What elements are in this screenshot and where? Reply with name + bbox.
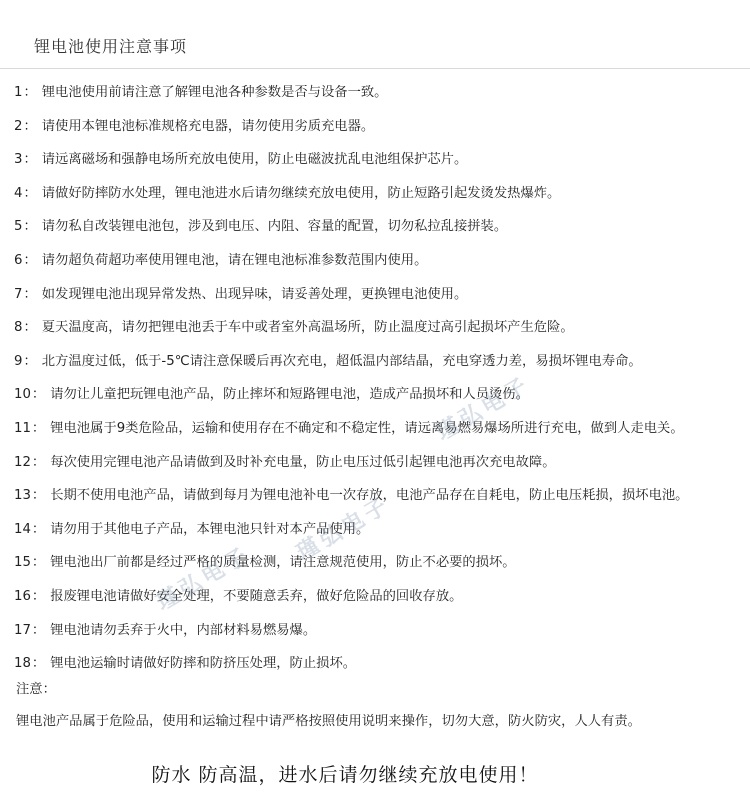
item-number: 8 [14, 320, 23, 336]
note-label: 注意： [16, 682, 56, 697]
item-number: 15 [14, 555, 31, 571]
item-number: 9 [14, 353, 23, 369]
watermark-logo: 瑾弘电子 [432, 372, 536, 446]
item-text: 请勿超负荷超功率使用锂电池，请在锂电池标准参数范围内使用。 [41, 252, 428, 268]
list-item [14, 210, 744, 244]
list-item [14, 378, 744, 412]
list-item [14, 177, 744, 211]
item-number: 14 [14, 521, 31, 537]
item-number: 13 [14, 488, 31, 504]
title-divider [0, 68, 750, 69]
item-number: 10 [14, 387, 31, 403]
item-number: 11 [14, 420, 31, 436]
item-separator: ： [23, 219, 37, 235]
item-text: 锂电池属于9类危险品，运输和使用存在不确定和不稳定性，请远离易燃易爆场所进行充电，做到人走电关。 [50, 420, 684, 436]
item-separator: ： [23, 252, 37, 268]
list-item [14, 479, 744, 513]
item-number: 4 [14, 185, 23, 201]
item-number: 17 [14, 622, 31, 638]
list-item [14, 614, 744, 648]
list-item [14, 513, 744, 547]
list-item [14, 110, 744, 144]
item-number: 7 [14, 286, 23, 302]
item-text: 锂电池请勿丢弃于火中，内部材料易燃易爆。 [50, 622, 317, 638]
item-number: 12 [14, 454, 31, 470]
item-separator: ： [23, 320, 37, 336]
watermark-logo: 瑾弘电子 [292, 492, 396, 566]
item-number: 18 [14, 656, 31, 672]
watermark-logo: 瑾弘电子 [152, 542, 256, 616]
item-number: 3 [14, 152, 23, 168]
list-item [14, 647, 744, 681]
item-separator: ： [31, 488, 46, 504]
item-separator: ： [31, 588, 46, 604]
item-separator: ： [23, 85, 37, 100]
item-text: 请做好防摔防水处理，锂电池进水后请勿继续充放电使用，防止短路引起发烫发热爆炸。 [41, 185, 561, 201]
list-item [14, 345, 744, 379]
item-number: 1 [14, 85, 23, 100]
warning-banner: 防水 防高温，进水后请勿继续充放电使用！ [151, 764, 539, 786]
item-number: 16 [14, 588, 31, 604]
item-text: 锂电池运输时请做好防摔和防挤压处理，防止损坏。 [50, 656, 357, 672]
item-text: 请勿让儿童把玩锂电池产品，防止摔坏和短路锂电池，造成产品损坏和人员烫伤。 [50, 387, 529, 403]
item-text: 请使用本锂电池标准规格充电器，请勿使用劣质充电器。 [41, 118, 375, 134]
list-item [14, 412, 744, 446]
list-item [14, 546, 744, 580]
list-item [14, 143, 744, 177]
list-item [14, 244, 744, 278]
item-number: 6 [14, 252, 23, 268]
item-separator: ： [31, 622, 46, 638]
list-item [14, 580, 744, 614]
item-separator: ： [31, 420, 46, 436]
item-text: 请勿用于其他电子产品，本锂电池只针对本产品使用。 [50, 521, 370, 537]
list-item [14, 76, 744, 110]
page-title: 锂电池使用注意事项 [34, 37, 188, 56]
note-text: 锂电池产品属于危险品，使用和运输过程中请严格按照使用说明来操作，切勿大意，防火防灾，人人有责。 [16, 714, 641, 729]
item-separator: ： [31, 656, 46, 672]
item-separator: ： [31, 454, 46, 470]
item-text: 锂电池出厂前都是经过严格的质量检测，请注意规范使用，防止不必要的损坏。 [50, 555, 516, 571]
item-number: 5 [14, 219, 23, 235]
item-text: 锂电池使用前请注意了解锂电池各种参数是否与设备一致。 [41, 85, 388, 100]
item-text: 北方温度过低，低于-5℃请注意保暖后再次充电，超低温内部结晶，充电穿透力差，易损坏锂电寿命。 [41, 353, 642, 369]
list-item [14, 446, 744, 480]
precautions-list [14, 76, 744, 681]
item-text: 每次使用完锂电池产品请做到及时补充电量，防止电压过低引起锂电池再次充电故障。 [50, 454, 556, 470]
item-separator: ： [23, 286, 37, 302]
list-item [14, 311, 744, 345]
item-separator: ： [23, 353, 37, 369]
item-text: 请勿私自改装锂电池包，涉及到电压、内阻、容量的配置，切勿私拉乱接拼装。 [41, 219, 508, 235]
item-text: 如发现锂电池出现异常发热、出现异味，请妥善处理，更换锂电池使用。 [41, 286, 468, 302]
item-number: 2 [14, 118, 23, 134]
item-text: 请远离磁场和强静电场所充放电使用，防止电磁波扰乱电池组保护芯片。 [41, 152, 468, 168]
item-separator: ： [23, 185, 37, 201]
item-separator: ： [23, 118, 37, 134]
item-separator: ： [31, 521, 46, 537]
item-separator: ： [31, 387, 46, 403]
item-text: 长期不使用电池产品，请做到每月为锂电池补电一次存放，电池产品存在自耗电，防止电压耗损，损坏电池。 [50, 488, 689, 504]
item-separator: ： [23, 152, 37, 168]
item-text: 夏天温度高，请勿把锂电池丢于车中或者室外高温场所，防止温度过高引起损坏产生危险。 [41, 320, 574, 336]
item-text: 报废锂电池请做好安全处理，不要随意丢弃，做好危险品的回收存放。 [50, 588, 463, 604]
list-item [14, 278, 744, 312]
item-separator: ： [31, 555, 46, 571]
